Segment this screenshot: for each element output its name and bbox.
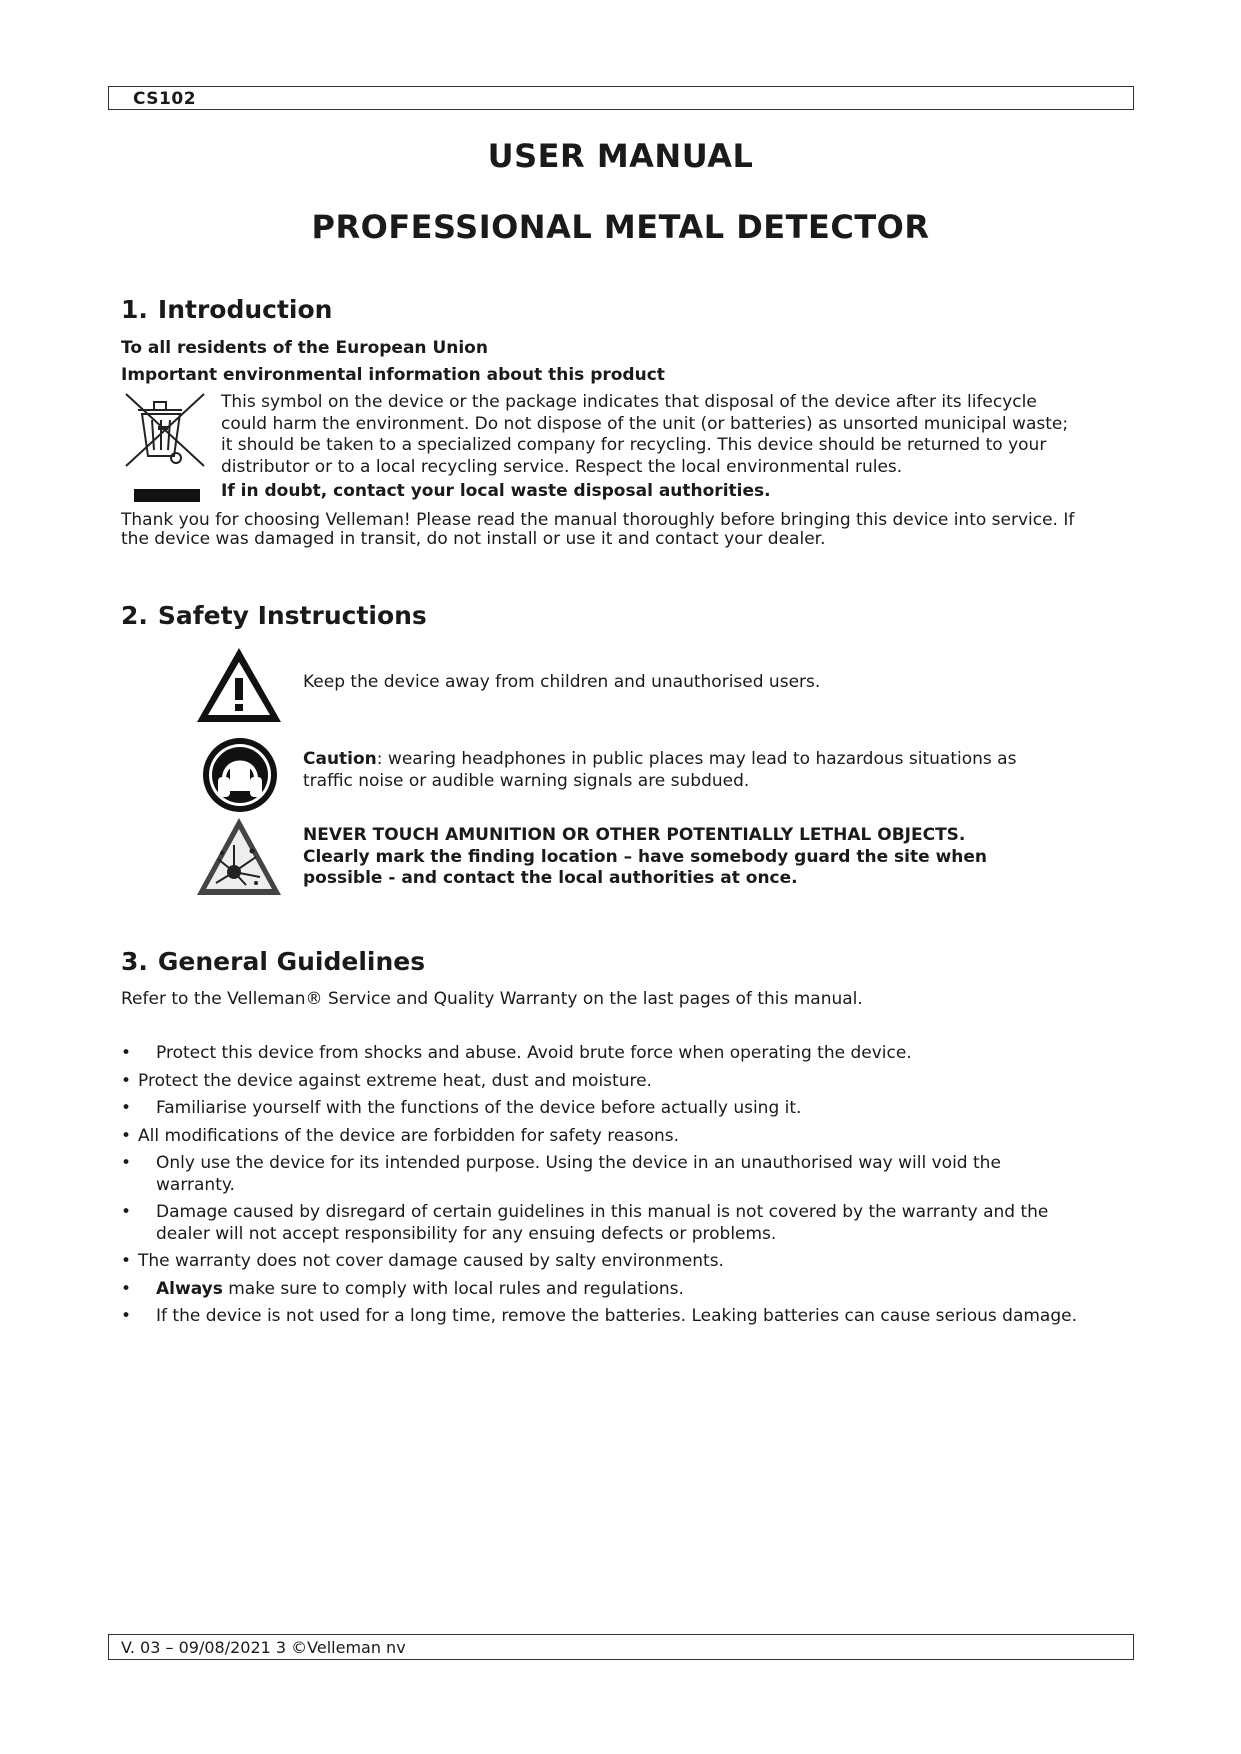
bullet-icon: •	[121, 1251, 132, 1271]
section-title: General Guidelines	[157, 947, 426, 976]
weee-text-line: could harm the environment. Do not dispose of the unit (or batteries) as unsorted municipal waste;	[221, 413, 1069, 434]
section-title: Introduction	[157, 295, 333, 324]
thanks-text-line: the device was damaged in transit, do not install or use it and contact your dealer.	[121, 529, 826, 549]
section-title: Safety Instructions	[157, 601, 427, 630]
list-item: • All modifications of the device are forbidden for safety reasons.	[121, 1125, 680, 1146]
caution-label: Caution	[303, 749, 377, 769]
footer-box	[108, 1634, 1134, 1660]
weee-text-line: distributor or to a local recycling service. Respect the local environmental rules.	[221, 456, 903, 477]
weee-bar-icon	[134, 489, 200, 502]
caution-text-line2: traffic noise or audible warning signals are subdued.	[303, 770, 750, 791]
bullet-icon: •	[121, 1306, 132, 1326]
bullet-icon: •	[121, 1202, 132, 1222]
bullet-icon: •	[121, 1153, 132, 1173]
environmental-info-heading: Important environmental information about this product	[121, 365, 665, 385]
header-box	[108, 86, 1134, 110]
model-code: CS102	[133, 89, 197, 109]
explosive-warning-line: possible - and contact the local authorities at once.	[303, 868, 798, 888]
crossed-out-bin-icon	[124, 392, 208, 468]
section-heading-safety	[121, 601, 427, 630]
list-item: • Familiarise yourself with the functions of the device before actually using it.	[121, 1098, 802, 1118]
bullet-icon: •	[121, 1070, 132, 1091]
explosive-hazard-icon	[194, 815, 284, 899]
thanks-text-line: Thank you for choosing Velleman! Please read the manual thoroughly before bringing this device into service. If	[121, 510, 1075, 530]
disposal-authorities-note: If in doubt, contact your local waste disposal authorities.	[221, 481, 771, 501]
footer-version-text: V. 03 – 09/08/2021 3 ©Velleman nv	[121, 1638, 406, 1657]
guidelines-list	[121, 1043, 1131, 1334]
list-item: • Always make sure to comply with local rules and regulations.	[121, 1278, 684, 1299]
list-item: • The warranty does not cover damage caused by salty environments.	[121, 1251, 724, 1271]
weee-text-line: This symbol on the device or the package indicates that disposal of the device after its lifecycle	[221, 392, 1037, 412]
explosive-warning-line: Clearly mark the finding location – have somebody guard the site when	[303, 846, 988, 867]
list-item: • Protect the device against extreme heat, dust and moisture.	[121, 1070, 652, 1091]
weee-text-line: it should be taken to a specialized company for recycling. This device should be returned to your	[221, 435, 1047, 455]
bullet-icon: •	[121, 1278, 132, 1299]
document-title: USER MANUAL	[487, 137, 754, 175]
safety-children-text: Keep the device away from children and unauthorised users.	[303, 672, 821, 692]
section-number: 2.	[121, 601, 148, 630]
section-number: 3.	[121, 947, 148, 976]
section-number: 1.	[121, 295, 148, 324]
section-heading-introduction	[121, 295, 332, 324]
list-item: • Damage caused by disregard of certain guidelines in this manual is not covered by the warranty and the dealer will not accept responsibility for any ensuing defects or problems.	[121, 1202, 1049, 1244]
warranty-reference-text: Refer to the Velleman® Service and Quality Warranty on the last pages of this manual.	[121, 989, 863, 1009]
bullet-icon: •	[121, 1125, 132, 1146]
warning-triangle-icon	[194, 645, 284, 725]
caution-text: : wearing headphones in public places may lead to hazardous situations as	[376, 749, 1017, 769]
bullet-icon: •	[121, 1098, 132, 1118]
explosive-warning-line: NEVER TOUCH AMUNITION OR OTHER POTENTIALLY LETHAL OBJECTS.	[303, 825, 966, 845]
list-item: • Protect this device from shocks and abuse. Avoid brute force when operating the device.	[121, 1043, 912, 1063]
list-item: • If the device is not used for a long time, remove the batteries. Leaking batteries can cause serious damage.	[121, 1306, 1077, 1326]
caution-headphones-text	[303, 749, 1016, 771]
eu-residents-heading: To all residents of the European Union	[121, 338, 488, 358]
headphones-mandatory-icon	[202, 737, 278, 813]
section-heading-guidelines	[121, 947, 425, 976]
list-item: • Only use the device for its intended purpose. Using the device in an unauthorised way will void the warranty.	[121, 1153, 1001, 1195]
bullet-icon: •	[121, 1043, 132, 1063]
product-title: PROFESSIONAL METAL DETECTOR	[311, 208, 930, 246]
